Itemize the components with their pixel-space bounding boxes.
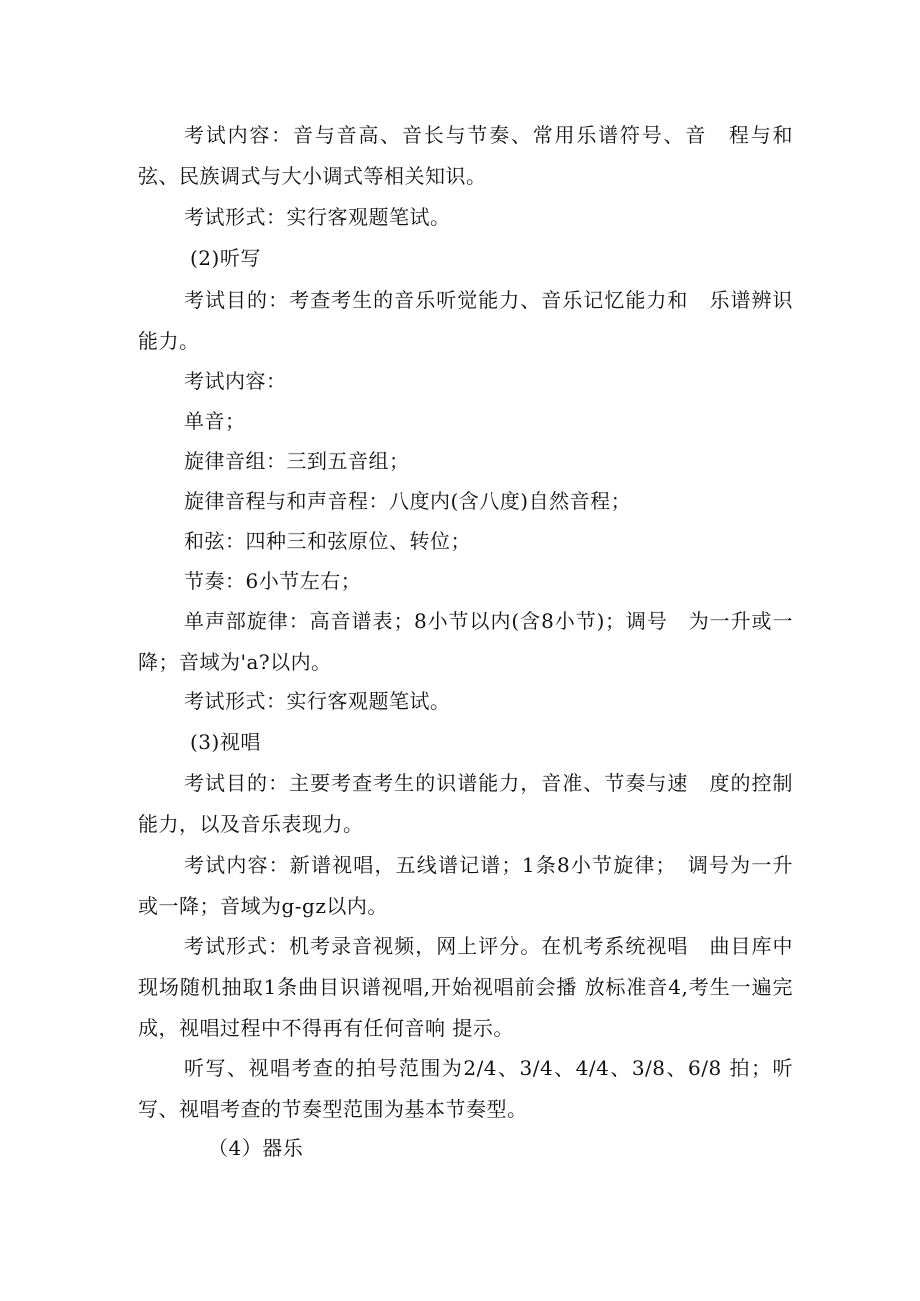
exam-content-dictation-label: 考试内容： [184, 369, 287, 393]
exam-format-dictation: 考试形式：实行客观题笔试。 [184, 689, 451, 713]
section-heading-dictation: (2)听写 [190, 246, 261, 270]
dictation-item-single-note: 单音； [184, 409, 246, 433]
exam-purpose-dictation: 考试目的：考查考生的音乐听觉能力、音乐记忆能力和 乐谱辨识能力。 [138, 288, 793, 353]
dictation-item-melody: 单声部旋律：高音谱表；8小节以内(含8小节)；调号 为一升或一降；音域为'a?以内。 [138, 609, 793, 674]
dictation-item-melodic-group: 旋律音组：三到五音组； [184, 449, 410, 473]
dictation-item-rhythm: 节奏：6小节左右； [184, 569, 362, 593]
dictation-item-intervals: 旋律音程与和声音程：八度内(含八度)自然音程； [184, 489, 632, 513]
exam-purpose-sight-singing: 考试目的：主要考查考生的识谱能力，音准、节奏与速 度的控制能力，以及音乐表现力。 [138, 771, 793, 836]
exam-content-sight-singing: 考试内容：新谱视唱，五线谱记谱；1条8小节旋律； 调号为一升或一降；音域为g-gz以内。 [138, 853, 793, 918]
dictation-item-chords: 和弦：四种三和弦原位、转位； [184, 529, 471, 553]
exam-content-theory: 考试内容：音与音高、音长与节奏、常用乐谱符号、音 程与和弦、民族调式与大小调式等相关知识。 [138, 123, 793, 188]
section-heading-sight-singing: (3)视唱 [190, 730, 261, 754]
exam-format-theory: 考试形式：实行客观题笔试。 [184, 205, 451, 229]
meter-rhythm-range: 听写、视唱考查的拍号范围为2/4、3/4、4/4、3/8、6/8 拍；听写、视唱考查的节奏型范围为基本节奏型。 [138, 1056, 793, 1121]
section-heading-instrumental: （4）器乐 [208, 1136, 304, 1160]
exam-format-sight-singing: 考试形式：机考录音视频，网上评分。在机考系统视唱 曲目库中现场随机抽取1条曲目识谱视唱,开始视唱前会播 放标准音4,考生一遍完成，视唱过程中不得再有任何音响 提示。 [138, 934, 793, 1040]
